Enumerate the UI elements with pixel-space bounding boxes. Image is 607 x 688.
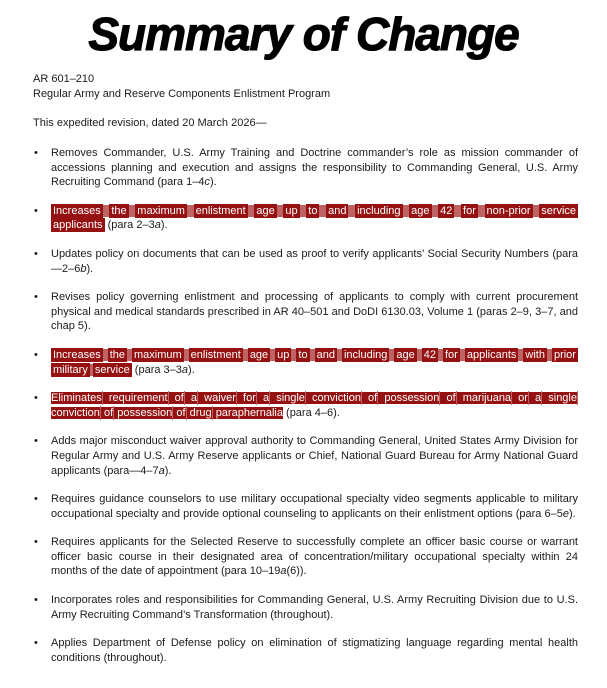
- bullet-text: Revises policy governing enlistment and processing of applicants to comply with current procurement physical and medical standards prescribed in AR 40–501 and DoDI 6130.03, Volume 1 (paras 2–9, 3–7, and chap 5).: [51, 291, 578, 333]
- highlighted-text: Increases the maximum enlistment age up to and including age 42 for non-prior service applicants: [53, 204, 577, 232]
- bullet-text: Requires applicants for the Selected Reserve to successfully complete an officer basic course or warrant officer basic course in their designated area of concentration/military occupational specialty within 24 months of the date of appointment (para 10–19: [51, 536, 578, 578]
- para-ref-letter: b: [80, 262, 87, 275]
- document-page: [0, 8, 607, 688]
- bullet-text: (para 2–3: [104, 219, 155, 232]
- para-ref-letter: a: [181, 363, 189, 376]
- bullet-item: [33, 290, 578, 334]
- bullet-text: ).: [86, 262, 94, 275]
- bullet-text: ).: [209, 176, 217, 189]
- para-ref-letter: a: [280, 565, 287, 578]
- para-ref-letter: e: [562, 507, 569, 520]
- bullet-item: [33, 204, 578, 233]
- para-ref-letter: a: [154, 219, 161, 232]
- bullet-text: (para 4–6).: [282, 406, 340, 419]
- bullet-text: Adds major misconduct waiver approval authority to Commanding General, United States Army Division for Regular Army and U.S. Army Reserve applicants or Chief, National Guard Bureau for Army National Guard applicants (para—4–7: [51, 435, 578, 477]
- bullet-list: [33, 146, 578, 665]
- bullet-text: Requires guidance counselors to use military occupational specialty video segments applicable to military occupational specialty and provide optional counseling to applicants on their enlistment options (para 6–5: [51, 493, 578, 520]
- page-title: Summary of Change: [88, 8, 519, 60]
- bullet-item: [33, 535, 578, 579]
- bullet-text: Applies Department of Defense policy on elimination of stigmatizing language regarding mental health conditions (throughout).: [51, 637, 578, 664]
- regulation-number: AR 601–210: [33, 73, 95, 85]
- para-ref-letter: a: [158, 464, 165, 477]
- bullet-item: [33, 492, 578, 521]
- highlighted-text: Eliminates requirement of a waiver for a single conviction of possession of marijuana or a single conviction of possession of drug paraphernalia: [51, 392, 577, 419]
- bullet-text: (para 3–3: [131, 363, 182, 376]
- bullet-item: [33, 636, 578, 665]
- bullet-item: [33, 247, 578, 276]
- bullet-text: ).: [568, 507, 576, 520]
- bullet-text: (6)).: [286, 565, 307, 578]
- revision-line: This expedited revision, dated 20 March 2026—: [33, 116, 267, 129]
- bullet-item: [33, 146, 578, 190]
- para-ref-letter: c: [204, 176, 210, 189]
- bullet-item: [33, 348, 578, 377]
- bullet-text: ).: [160, 219, 168, 232]
- bullet-item: [33, 593, 578, 622]
- bullet-text: Incorporates roles and responsibilities for Commanding General, U.S. Army Recruiting Division due to U.S. Army Recruiting Command’s Transformation (throughout).: [51, 594, 578, 621]
- document-header: [33, 72, 578, 101]
- bullet-text: Removes Commander, U.S. Army Training and Doctrine commander’s role as mission commander of accessions planning and execution and assigns the responsibility to Commanding General, U.S. Army Recruiting Command (para 1–4: [51, 147, 578, 189]
- bullet-item: [33, 391, 578, 420]
- regulation-name: Regular Army and Reserve Components Enlistment Program: [33, 87, 331, 100]
- bullet-text: Updates policy on documents that can be used as proof to verify applicants’ Social Security Numbers (para—2–6: [51, 247, 578, 275]
- highlighted-text: Increases the maximum enlistment age up to and including age 42 for applicants with prior military service: [53, 348, 576, 376]
- bullet-text: ).: [164, 464, 172, 477]
- bullet-item: [33, 434, 578, 478]
- bullet-text: ).: [188, 363, 195, 376]
